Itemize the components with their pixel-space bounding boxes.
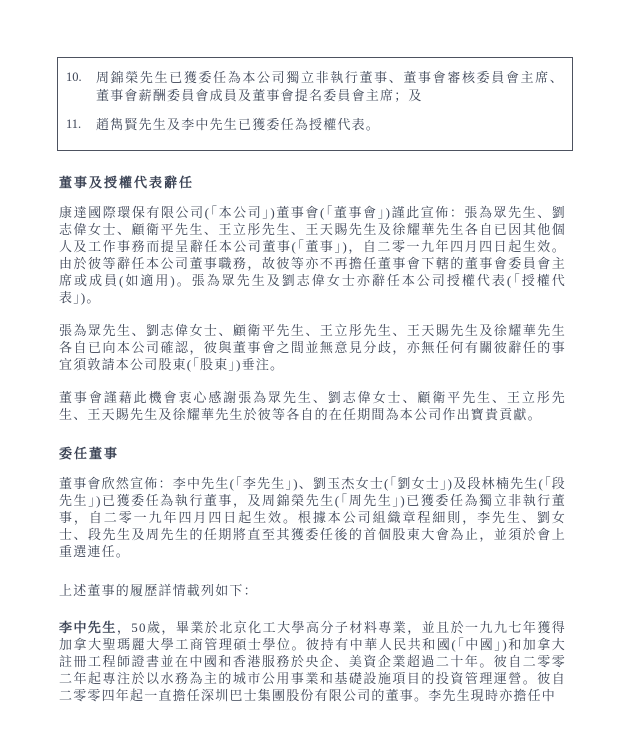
resignation-paragraph-1: 康達國際環保有限公司(「本公司」)董事會(「董事會」)謹此宣佈：張為眾先生、劉志偉女士、顧衛平先生、王立彤先生、王天賜先生及徐耀華先生各自已因其他個人及工作事務而提呈辭任本公司董事(「董事」)，自二零一九年四月四日起生效。由於彼等辭任本公司董事職務，故彼等亦不再擔任董事會下轄的董事會委員會主席或成員(如適用)。張為眾先生及劉志偉女士亦辭任本公司授權代表(「授權代表」)。 [59,204,566,305]
director-bio-paragraph [59,619,566,704]
section-heading-resignation: 董事及授權代表辭任 [59,174,195,190]
document-body [59,172,566,704]
resignation-paragraph-3: 董事會謹藉此機會衷心感謝張為眾先生、劉志偉女士、顧衛平先生、王立彤先生、王天賜先生及徐耀華先生於彼等各自的在任期間為本公司作出寶貴貢獻。 [59,389,566,422]
bio-intro-line: 上述董事的履歷詳情載列如下： [59,582,258,598]
director-name: 李中先生 [59,619,117,635]
numbered-resolution-box [57,57,573,151]
appointment-paragraph-1: 董事會欣然宣佈：李中先生(「李先生」)、劉玉杰女士(「劉女士」)及段林楠先生(「段先生」)已獲委任為執行董事，及周錦榮先生(「周先生」)已獲委任為獨立非執行董事，自二零一九年四月四日起生效。根據本公司組織章程細則，李先生、劉女士、段先生及周先生的任期將直至其獲委任後的首個股東大會為止，並須於會上重選連任。 [59,475,566,559]
list-item-number: 10. [66,70,82,84]
list-item-text: 周錦榮先生已獲委任為本公司獨立非執行董事、董事會審核委員會主席、董事會薪酬委員會成員及董事會提名委員會主席；及 [96,70,564,103]
list-item-11 [66,116,564,134]
document-content [57,57,573,704]
list-item-number: 11. [66,117,82,131]
section-heading-appointment: 委任董事 [59,445,120,461]
list-item-10 [66,69,564,104]
list-item-text: 趙雋賢先生及李中先生已獲委任為授權代表。 [96,117,381,132]
resignation-paragraph-2: 張為眾先生、劉志偉女士、顧衛平先生、王立彤先生、王天賜先生及徐耀華先生各自已向本公司確認，彼與董事會之間並無意見分歧，亦無任何有關彼辭任的事宜須敦請本公司股東(「股東」)垂注。 [59,322,566,372]
director-bio-text: ，50歲，畢業於北京化工大學高分子材料專業，並且於一九九七年獲得加拿大聖瑪麗大學工商管理碩士學位。彼持有中華人民共和國(「中國」)和加拿大註冊工程師證書並在中國和香港服務於央企、美資企業超過二十年。彼自二零零二年起專注於以水務為主的城市公用事業和基礎設施項目的投資管理運營。彼自二零零四年起一直擔任深圳巴士集團股份有限公司的董事。李先生現時亦擔任中 [59,619,566,703]
